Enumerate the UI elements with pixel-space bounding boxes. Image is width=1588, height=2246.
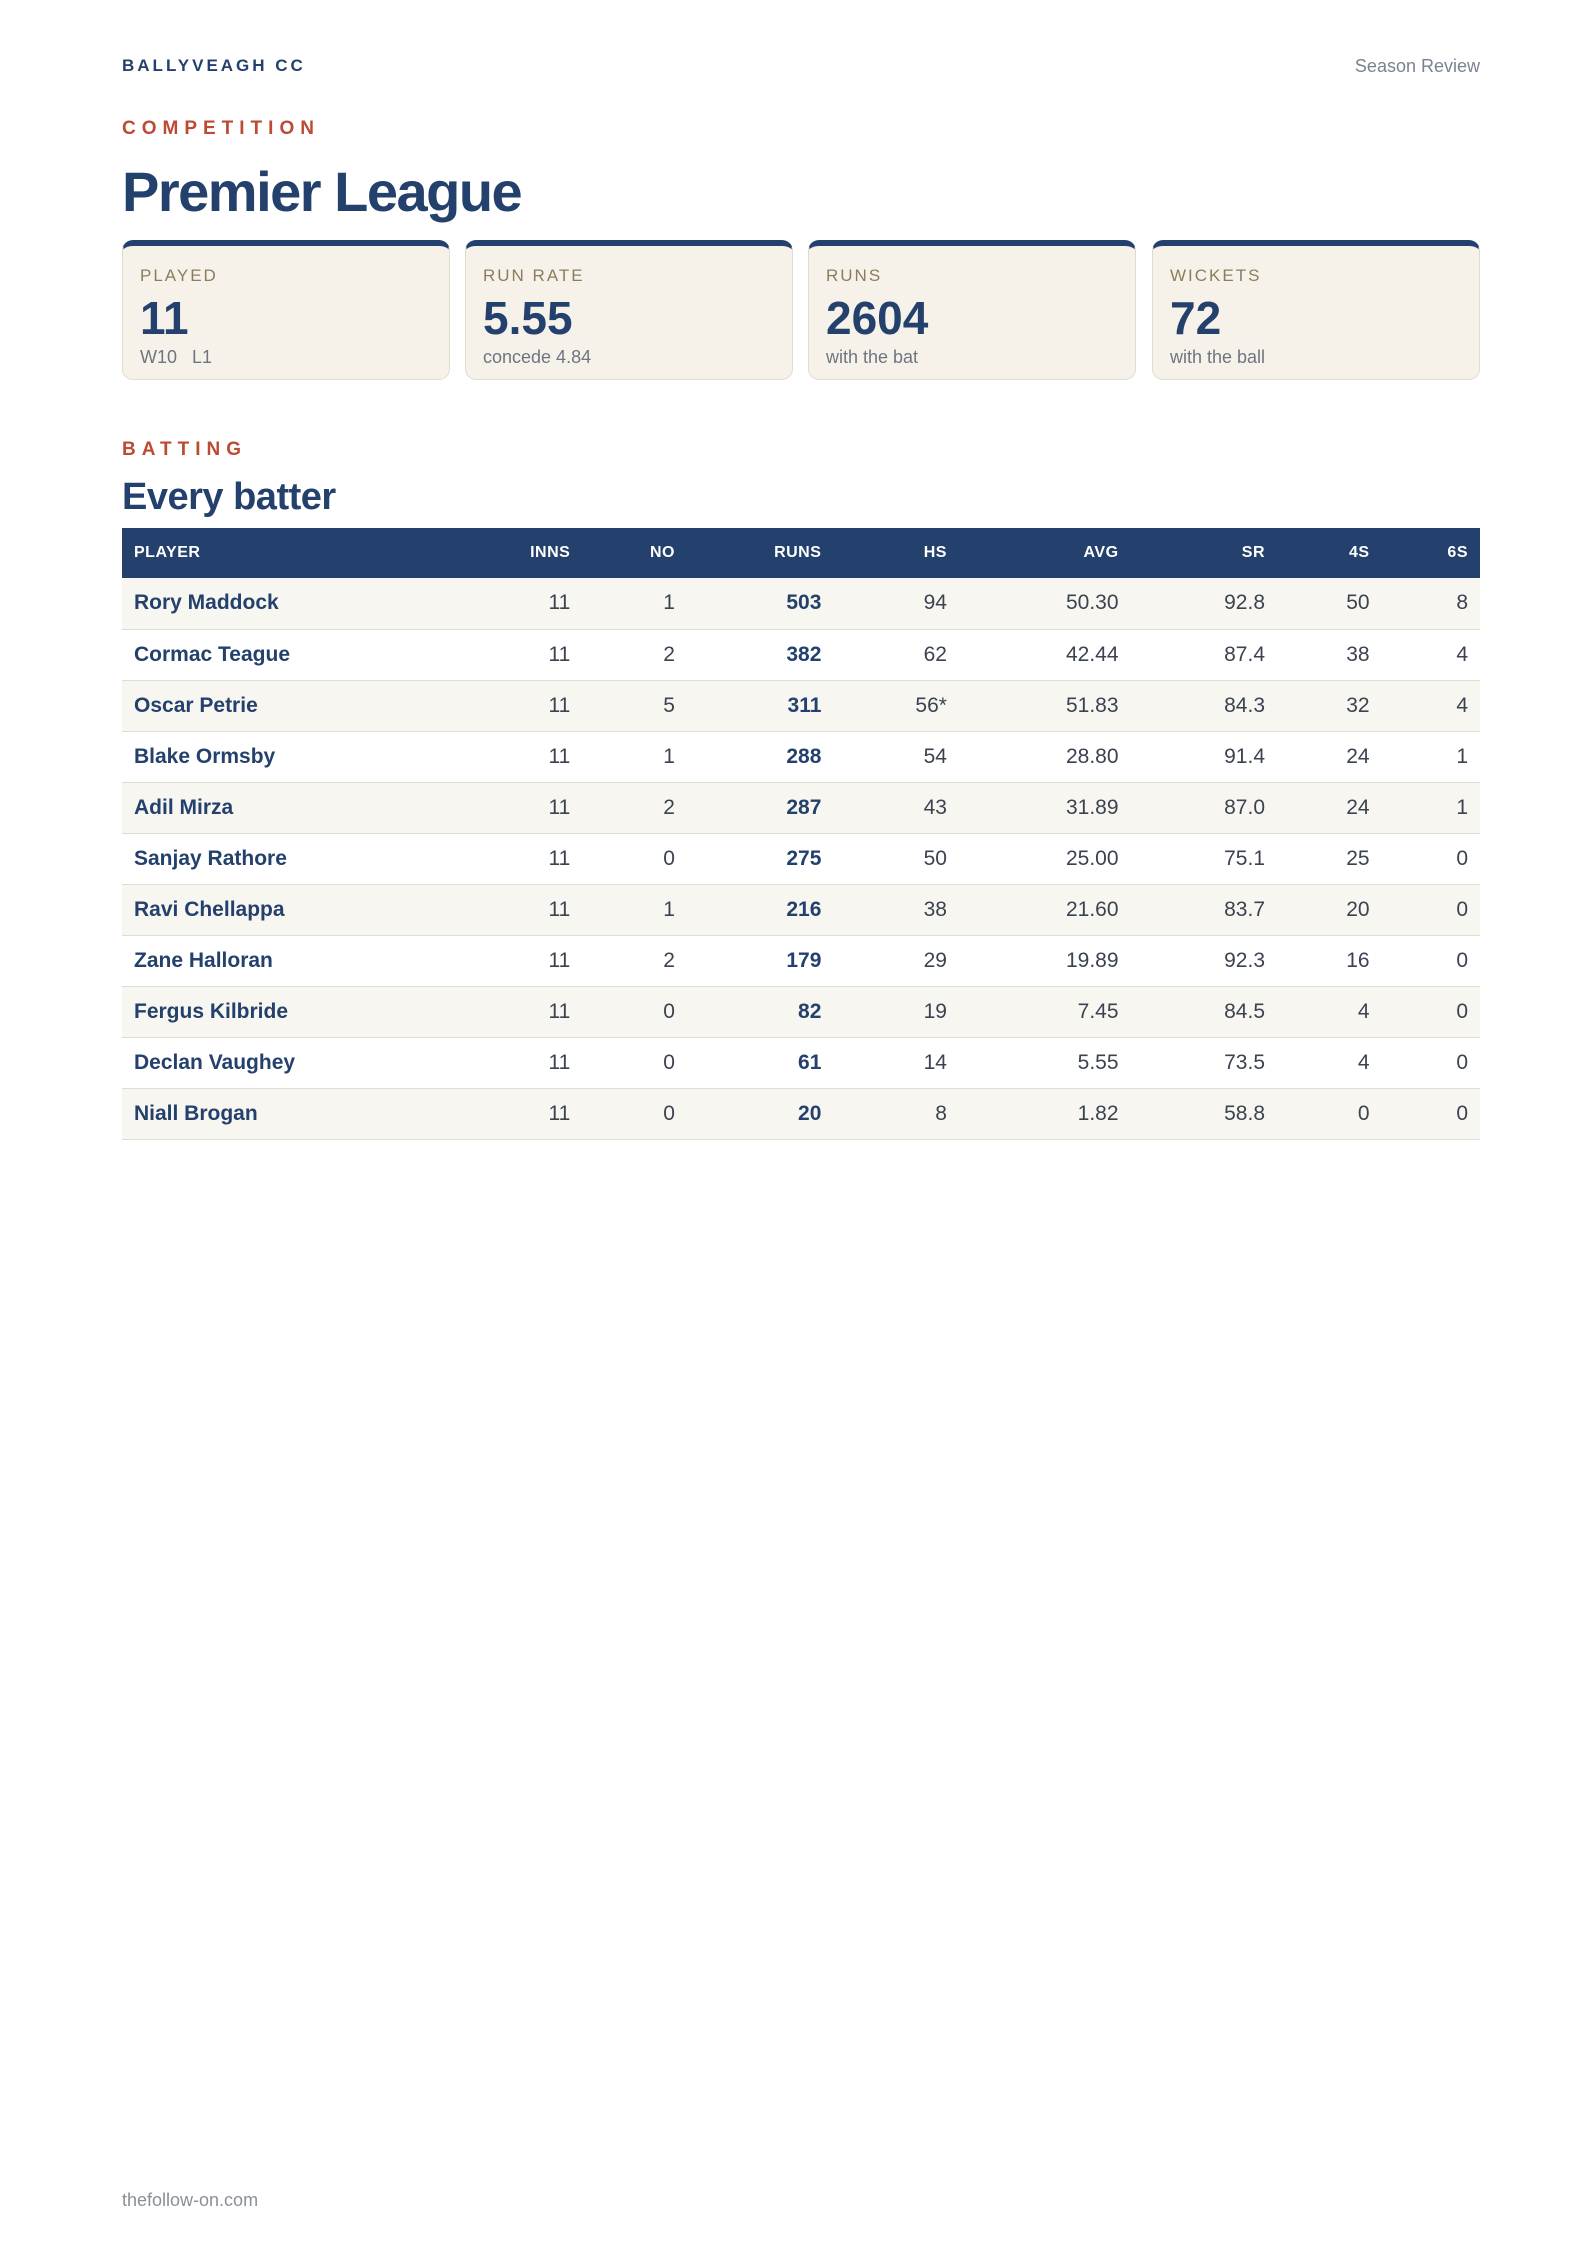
column-header-6s: 6S [1447, 544, 1468, 561]
cell-avg: 28.80 [1065, 744, 1119, 768]
cell-4s: 38 [1346, 642, 1370, 666]
table-row [122, 629, 1480, 680]
cell-hs: 50 [923, 846, 947, 870]
table-row [122, 884, 1480, 935]
cell-4s: 0 [1357, 1101, 1370, 1125]
stat-value: 72 [1170, 292, 1222, 344]
cell-no: 2 [663, 642, 675, 666]
cell-inns: 11 [548, 1101, 571, 1125]
stat-label: RUNS [826, 266, 883, 285]
cell-no: 0 [663, 999, 675, 1023]
cell-player: Niall Brogan [134, 1101, 258, 1125]
cell-no: 0 [663, 1101, 675, 1125]
table-header-row [122, 528, 1480, 578]
batting-eyebrow: BATTING [122, 439, 248, 460]
cell-player: Fergus Kilbride [134, 999, 289, 1023]
cell-4s: 50 [1346, 591, 1370, 615]
footer-site: thefollow-on.com [122, 2190, 259, 2210]
stat-label: WICKETS [1170, 266, 1262, 285]
cell-avg: 50.30 [1065, 591, 1119, 615]
cell-hs: 54 [923, 744, 947, 768]
stat-label: PLAYED [140, 266, 218, 285]
cell-avg: 42.44 [1065, 642, 1119, 666]
stat-sub: with the ball [1170, 347, 1266, 367]
cell-6s: 0 [1456, 1050, 1468, 1074]
table-row [122, 1088, 1480, 1139]
cell-inns: 11 [548, 948, 571, 972]
cell-no: 1 [663, 591, 675, 615]
cell-player: Cormac Teague [134, 642, 290, 666]
cell-no: 1 [663, 744, 675, 768]
column-header-player: PLAYER [134, 544, 201, 561]
cell-runs: 503 [786, 591, 822, 615]
cell-avg: 7.45 [1077, 999, 1119, 1023]
cell-hs: 43 [923, 795, 947, 819]
stat-sub: with the bat [826, 347, 919, 367]
cell-runs: 382 [786, 642, 822, 666]
competition-title: Premier League [122, 160, 522, 223]
table-row [122, 833, 1480, 884]
cell-4s: 32 [1346, 693, 1370, 717]
table-row [122, 1037, 1480, 1088]
batting-table [122, 528, 1480, 1140]
stat-cards [122, 240, 1480, 382]
column-header-no: NO [649, 544, 675, 561]
cell-6s: 0 [1456, 1101, 1468, 1125]
cell-sr: 75.1 [1224, 846, 1265, 870]
cell-hs: 56* [915, 693, 947, 717]
club-name: BALLYVEAGH CC [122, 56, 306, 75]
cell-sr: 83.7 [1224, 897, 1265, 921]
cell-runs: 275 [786, 846, 822, 870]
cell-6s: 8 [1456, 591, 1468, 615]
cell-no: 1 [663, 897, 675, 921]
cell-avg: 5.55 [1077, 1050, 1119, 1074]
cell-sr: 91.4 [1224, 744, 1265, 768]
cell-4s: 4 [1357, 999, 1370, 1023]
cell-inns: 11 [548, 642, 571, 666]
column-header-runs: RUNS [774, 544, 822, 561]
cell-6s: 4 [1456, 693, 1468, 717]
cell-hs: 94 [923, 591, 947, 615]
cell-sr: 84.3 [1224, 693, 1265, 717]
page-header [122, 56, 1480, 80]
stat-card-run-rate [465, 240, 793, 380]
cell-inns: 11 [548, 795, 571, 819]
cell-6s: 0 [1456, 999, 1468, 1023]
table-row [122, 731, 1480, 782]
cell-4s: 20 [1346, 897, 1370, 921]
cell-4s: 4 [1357, 1050, 1370, 1074]
cell-avg: 1.82 [1077, 1101, 1119, 1125]
cell-runs: 288 [786, 744, 822, 768]
cell-sr: 92.3 [1224, 948, 1265, 972]
table-row [122, 986, 1480, 1037]
cell-no: 5 [663, 693, 675, 717]
cell-sr: 58.8 [1224, 1101, 1265, 1125]
cell-hs: 62 [923, 642, 947, 666]
column-header-sr: SR [1241, 544, 1265, 561]
document-type: Season Review [1354, 56, 1480, 76]
cell-avg: 19.89 [1065, 948, 1119, 972]
cell-inns: 11 [548, 999, 571, 1023]
cell-6s: 1 [1456, 795, 1468, 819]
cell-6s: 0 [1456, 948, 1468, 972]
cell-sr: 92.8 [1224, 591, 1265, 615]
batting-title: Every batter [122, 476, 336, 518]
table-row [122, 935, 1480, 986]
cell-runs: 61 [798, 1050, 822, 1074]
stat-value: 2604 [826, 292, 929, 344]
cell-4s: 25 [1346, 846, 1370, 870]
cell-player: Oscar Petrie [134, 693, 258, 717]
cell-runs: 311 [787, 693, 822, 717]
cell-6s: 0 [1456, 846, 1468, 870]
stat-label: RUN RATE [483, 266, 585, 285]
table-row [122, 578, 1480, 629]
cell-inns: 11 [548, 897, 571, 921]
cell-hs: 29 [923, 948, 947, 972]
stat-value: 11 [140, 292, 189, 344]
cell-no: 0 [663, 1050, 675, 1074]
cell-inns: 11 [548, 744, 571, 768]
cell-hs: 19 [923, 999, 947, 1023]
cell-4s: 16 [1346, 948, 1370, 972]
cell-inns: 11 [548, 846, 571, 870]
cell-no: 2 [663, 795, 675, 819]
stat-card-wickets [1152, 240, 1480, 380]
table-row [122, 680, 1480, 731]
table-body [122, 578, 1480, 1139]
table-row [122, 782, 1480, 833]
cell-runs: 82 [798, 999, 822, 1023]
column-header-inns: INNS [530, 544, 571, 561]
column-header-4s: 4S [1349, 544, 1370, 561]
cell-sr: 73.5 [1224, 1050, 1265, 1074]
cell-6s: 0 [1456, 897, 1468, 921]
cell-player: Zane Halloran [134, 948, 273, 972]
cell-inns: 11 [548, 693, 571, 717]
cell-player: Rory Maddock [134, 591, 279, 615]
cell-runs: 20 [798, 1101, 822, 1125]
cell-sr: 87.0 [1224, 795, 1265, 819]
cell-runs: 287 [786, 795, 822, 819]
cell-4s: 24 [1346, 744, 1370, 768]
cell-avg: 31.89 [1065, 795, 1119, 819]
stat-card-played [122, 240, 450, 380]
cell-player: Ravi Chellappa [134, 897, 285, 921]
cell-avg: 25.00 [1065, 846, 1119, 870]
cell-player: Adil Mirza [134, 795, 234, 819]
cell-6s: 4 [1456, 642, 1468, 666]
cell-runs: 216 [786, 897, 822, 921]
stat-value: 5.55 [483, 292, 573, 344]
competition-eyebrow: COMPETITION [122, 118, 320, 139]
cell-no: 0 [663, 846, 675, 870]
cell-runs: 179 [786, 948, 822, 972]
cell-avg: 51.83 [1065, 693, 1119, 717]
cell-inns: 11 [548, 591, 571, 615]
cell-player: Sanjay Rathore [134, 846, 287, 870]
cell-6s: 1 [1456, 744, 1468, 768]
cell-inns: 11 [548, 1050, 571, 1074]
cell-hs: 14 [923, 1050, 947, 1074]
stat-card-runs [808, 240, 1136, 380]
cell-no: 2 [663, 948, 675, 972]
cell-sr: 87.4 [1224, 642, 1265, 666]
cell-4s: 24 [1346, 795, 1370, 819]
stat-sub: W10 L1 [140, 347, 213, 367]
column-header-avg: AVG [1083, 544, 1119, 561]
season-review-page [122, 0, 1480, 2246]
cell-hs: 8 [935, 1101, 947, 1125]
column-header-hs: HS [923, 544, 947, 561]
cell-player: Blake Ormsby [134, 744, 276, 768]
stat-sub: concede 4.84 [483, 347, 592, 367]
cell-player: Declan Vaughey [134, 1050, 296, 1074]
cell-hs: 38 [923, 897, 947, 921]
cell-avg: 21.60 [1065, 897, 1119, 921]
cell-sr: 84.5 [1224, 999, 1265, 1023]
